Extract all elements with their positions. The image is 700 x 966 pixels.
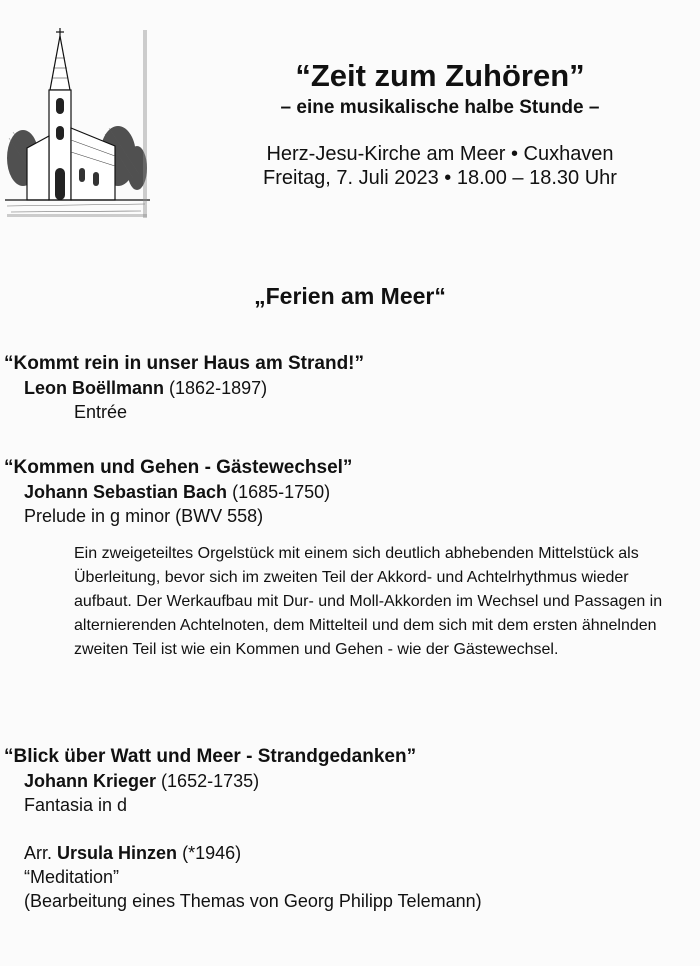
- composer-line: [24, 376, 694, 400]
- composer-line: [24, 769, 694, 793]
- arranger-prefix: Arr.: [24, 843, 53, 863]
- program-theme: „Ferien am Meer“: [254, 283, 446, 309]
- piece-description: Ein zweigeteiltes Orgelstück mit einem sich deutlich abhebenden Mittelstück als Überleitung, bevor sich im zweiten Teil der Akkord- und Achtelrhythmus wieder aufbaut. Der Werkaufbau mit Dur- und Moll-Akkorden im Wechsel und Passagen in alternierenden Achtelnoten, dem Mittelteil und dem sich mit dem ersten ähnelnden zweiten Teil ist wie ein Kommen und Gehen - wie der Gästewechsel.: [74, 545, 663, 658]
- composer-line: [24, 480, 694, 504]
- date-line: Freitag, 7. Juli 2023 • 18.00 – 18.30 Uhr: [263, 167, 617, 189]
- piece-title: Prelude in g minor (BWV 558): [24, 506, 264, 526]
- piece-title: Entrée: [74, 402, 128, 422]
- arranger-line: [24, 841, 694, 865]
- piece-title: Fantasia in d: [24, 795, 128, 815]
- venue-line: Herz-Jesu-Kirche am Meer • Cuxhaven: [266, 143, 614, 165]
- arrangement-note: (Bearbeitung eines Themas von Georg Philipp Telemann): [24, 891, 482, 911]
- composer-name: Johann Krieger: [24, 771, 157, 791]
- composer-years: (1652-1735): [161, 771, 260, 791]
- church-illustration: [5, 28, 150, 220]
- program-subtitle: – eine musikalische halbe Stunde –: [280, 97, 600, 118]
- composer-name: Leon Boëllmann: [24, 378, 165, 398]
- composer-years: (1862-1897): [169, 378, 268, 398]
- arranger-name: Ursula Hinzen: [57, 843, 178, 863]
- section-title: “Kommen und Gehen - Gästewechsel”: [4, 457, 353, 478]
- program-header: [200, 58, 680, 190]
- composer-name: Johann Sebastian Bach: [24, 482, 228, 502]
- program-title: “Zeit zum Zuhören”: [295, 58, 585, 93]
- program-section-2: [4, 456, 694, 662]
- program-section-1: [4, 352, 694, 424]
- section-title: “Blick über Watt und Meer - Strandgedanken”: [4, 746, 417, 767]
- program-section-3: [4, 745, 694, 913]
- arranged-piece-title: “Meditation”: [24, 867, 120, 887]
- section-title: “Kommt rein in unser Haus am Strand!”: [4, 353, 365, 374]
- arranger-years: (*1946): [182, 843, 242, 863]
- composer-years: (1685-1750): [232, 482, 331, 502]
